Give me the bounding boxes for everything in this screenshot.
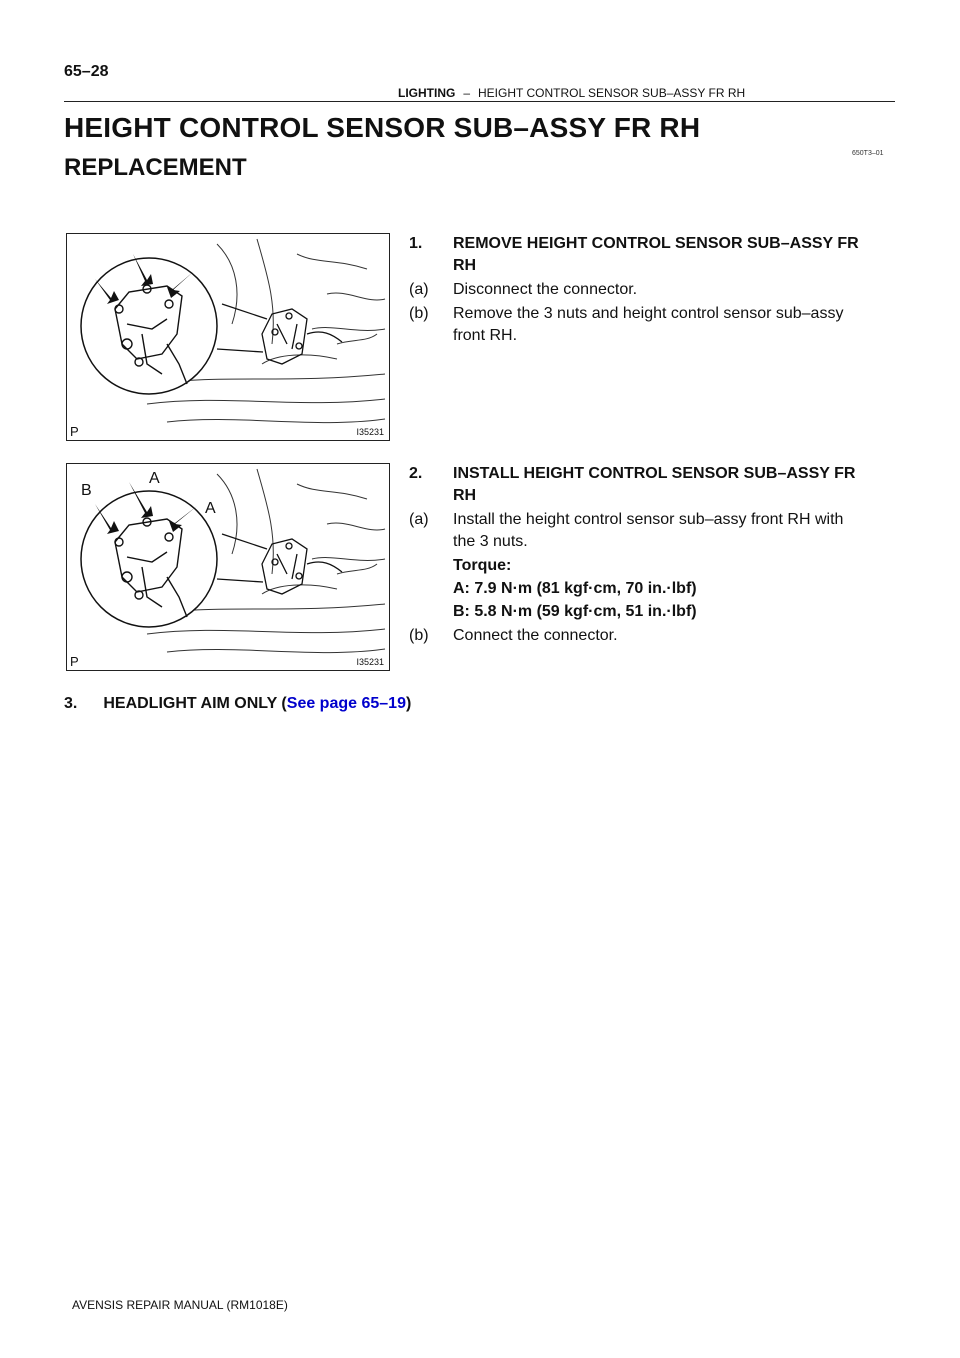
step-text: HEADLIGHT AIM ONLY ( (103, 695, 287, 712)
substep-text: Install the height control sensor sub–assy front RH with (453, 511, 844, 528)
running-header-section: LIGHTING (398, 86, 456, 100)
figure-corner-letter: P (70, 654, 79, 669)
step-3 (64, 693, 411, 715)
figure-id: I35231 (356, 657, 384, 667)
step-title-continued: RH (453, 257, 477, 274)
running-header (398, 86, 745, 100)
substep-text-continued: the 3 nuts. (453, 533, 528, 550)
sensor-removal-drawing (67, 234, 389, 440)
torque-label: Torque: (453, 557, 512, 574)
substep-label: (a) (409, 281, 429, 298)
see-page-link[interactable]: See page 65–19 (286, 695, 406, 712)
footer-manual-id: AVENSIS REPAIR MANUAL (RM1018E) (72, 1298, 288, 1312)
step-title: INSTALL HEIGHT CONTROL SENSOR SUB–ASSY FR (453, 465, 856, 482)
substep-label: (b) (409, 627, 429, 644)
fastener-label-a: A (149, 470, 160, 487)
torque-spec-b: B: 5.8 N·m (59 kgf·cm, 51 in.·lbf) (453, 603, 697, 620)
step-number: 2. (409, 465, 423, 482)
torque-spec-a: A: 7.9 N·m (81 kgf·cm, 70 in.·lbf) (453, 580, 697, 597)
figure-install-illustration (66, 463, 390, 671)
page-subtitle: REPLACEMENT (64, 154, 247, 181)
fastener-label-b: B (81, 482, 92, 499)
sensor-install-drawing (67, 464, 389, 670)
page-number: 65–28 (64, 63, 109, 80)
substep-label: (a) (409, 511, 429, 528)
running-header-separator: – (463, 86, 471, 100)
figure-corner-letter: P (70, 424, 79, 439)
substep-text: Connect the connector. (453, 627, 618, 644)
running-header-subsection: HEIGHT CONTROL SENSOR SUB–ASSY FR RH (478, 86, 746, 100)
substep-text: Disconnect the connector. (453, 281, 638, 298)
figure-id: I35231 (356, 427, 384, 437)
page-title: HEIGHT CONTROL SENSOR SUB–ASSY FR RH (64, 112, 701, 143)
header-rule (64, 101, 895, 102)
fastener-label-a-second: A (205, 500, 216, 517)
substep-text: Remove the 3 nuts and height control sensor sub–assy (453, 305, 844, 322)
document-code: 650T3–01 (852, 150, 884, 157)
figure-removal-illustration (66, 233, 390, 441)
step-title-continued: RH (453, 487, 477, 504)
step-number: 3. (64, 695, 78, 712)
substep-text-continued: front RH. (453, 327, 518, 344)
step-text-close: ) (405, 695, 412, 712)
substep-label: (b) (409, 305, 429, 322)
step-title: REMOVE HEIGHT CONTROL SENSOR SUB–ASSY FR (453, 235, 859, 252)
step-number: 1. (409, 235, 423, 252)
